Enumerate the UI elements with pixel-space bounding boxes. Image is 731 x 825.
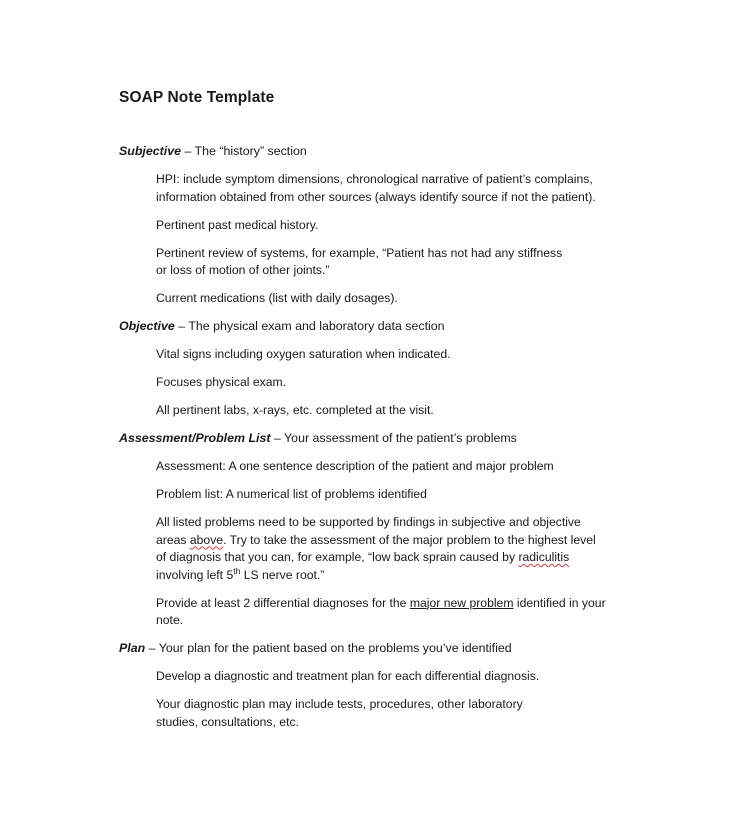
section-description: – Your plan for the patient based on the problems you’ve identified [145, 641, 512, 655]
assessment-item-description: Assessment: A one sentence description of the patient and major problem [156, 459, 554, 473]
subjective-item-hpi: HPI: include symptom dimensions, chronological narrative of patient’s complains, information obtained from other sources (always identify source if not the patient). [156, 172, 596, 204]
spellcheck-word: above [189, 532, 224, 547]
text-run: LS nerve root.” [240, 567, 325, 582]
text-run: . Try to take the assessment of the major problem to the highest level of diagnosis that you can, for example, “low back sprain caused by [156, 532, 596, 564]
section-label: Subjective [119, 144, 181, 158]
objective-item-physical-exam: Focuses physical exam. [156, 375, 287, 389]
section-label: Assessment/Problem List [119, 431, 271, 445]
section-assessment-heading [119, 430, 691, 447]
spellcheck-word: radiculitis [518, 550, 570, 564]
subjective-item-review-of-systems: Pertinent review of systems, for example, “Patient has not had any stiffness or loss of motion of other joints.” [156, 245, 563, 277]
text-run: involving left 5 [156, 567, 234, 582]
plan-item-tests: Your diagnostic plan may include tests, procedures, other laboratory studies, consultations, etc. [156, 697, 523, 729]
subjective-item-past-history: Pertinent past medical history. [156, 217, 319, 232]
text-run: identified in your note. [156, 595, 606, 627]
section-description: – The physical exam and laboratory data section [174, 319, 445, 333]
objective-item-labs: All pertinent labs, x-rays, etc. completed at the visit. [156, 403, 434, 417]
plan-item-diagnostic-plan: Develop a diagnostic and treatment plan for each differential diagnosis. [156, 669, 540, 683]
section-description: – Your assessment of the patient’s problems [270, 431, 517, 445]
section-label: Plan [119, 641, 146, 655]
subjective-item-medications: Current medications (list with daily dosages). [156, 291, 398, 305]
objective-item-vitals: Vital signs including oxygen saturation when indicated. [156, 347, 451, 361]
assessment-item-problem-list: Problem list: A numerical list of problems identified [156, 487, 427, 501]
section-label: Objective [119, 319, 175, 333]
text-run: All listed problems need to be supported by findings in subjective and objective areas [156, 515, 581, 547]
text-run: Provide at least 2 differential diagnoses for the [156, 595, 410, 610]
document-title: SOAP Note Template [119, 89, 275, 106]
assessment-item-differentials [156, 595, 606, 630]
section-description: – The “history” section [180, 144, 307, 158]
section-plan-heading [119, 640, 691, 657]
underlined-text: major new problem [409, 595, 514, 610]
superscript: th [233, 565, 241, 576]
section-objective-heading [119, 318, 691, 335]
assessment-item-supporting-findings [156, 514, 606, 584]
section-subjective-heading [119, 143, 691, 160]
